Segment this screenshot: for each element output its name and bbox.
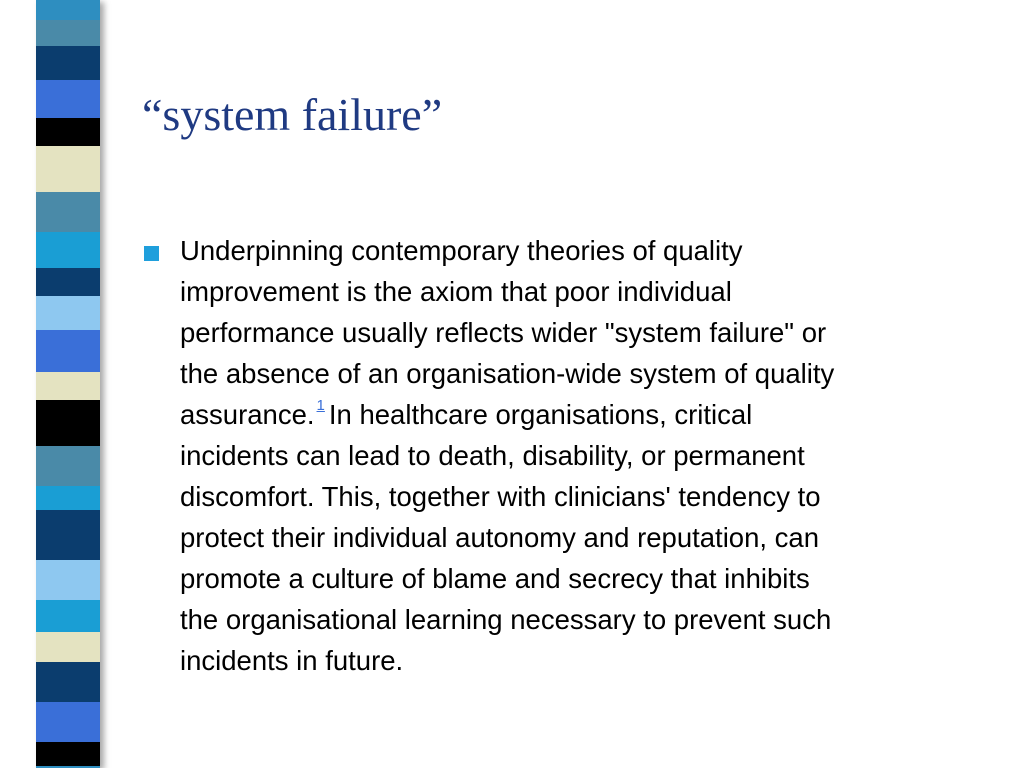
bullet-line: the organisational learning necessary to prevent such xyxy=(180,604,832,635)
color-stripe xyxy=(36,80,100,118)
color-stripe xyxy=(36,702,100,742)
color-stripe xyxy=(36,296,100,330)
bullet-line-segment: In healthcare organisations, critical xyxy=(328,399,753,430)
color-stripe xyxy=(36,486,100,510)
bullet-line: the absence of an organisation-wide system of quality xyxy=(180,358,835,389)
color-stripe xyxy=(36,0,100,20)
color-stripe xyxy=(36,400,100,446)
color-stripe xyxy=(36,662,100,702)
color-stripe xyxy=(36,510,100,560)
bullet-line-with-footnote xyxy=(180,394,1002,435)
color-stripe xyxy=(36,146,100,192)
color-stripe xyxy=(36,268,100,296)
decorative-side-strip xyxy=(36,0,100,768)
color-stripe xyxy=(36,446,100,486)
bullet-line: improvement is the axiom that poor individual xyxy=(180,276,732,307)
bullet-line: Underpinning contemporary theories of quality xyxy=(180,235,743,266)
bullet-line: protect their individual autonomy and reputation, can xyxy=(180,522,820,553)
bullet-item xyxy=(142,230,1002,681)
color-stripe xyxy=(36,742,100,766)
bullet-line: incidents can lead to death, disability, or permanent xyxy=(180,440,805,471)
bullet-line: performance usually reflects wider "system failure" or xyxy=(180,317,827,348)
color-stripe xyxy=(36,192,100,232)
bullet-text xyxy=(180,230,1002,681)
color-stripe xyxy=(36,46,100,80)
color-stripe xyxy=(36,118,100,146)
bullet-line: incidents in future. xyxy=(180,645,404,676)
color-stripe xyxy=(36,560,100,600)
color-stripe xyxy=(36,600,100,632)
square-bullet-icon xyxy=(144,246,159,261)
color-stripe xyxy=(36,372,100,400)
bullet-line: discomfort. This, together with clinicians' tendency to xyxy=(180,481,821,512)
bullet-line: promote a culture of blame and secrecy that inhibits xyxy=(180,563,810,594)
color-stripe xyxy=(36,330,100,372)
bullet-line-segment: assurance. xyxy=(180,399,315,430)
slide-title: “system failure” xyxy=(142,89,443,140)
color-stripe xyxy=(36,20,100,46)
footnote-link[interactable]: 1 xyxy=(316,397,325,414)
color-stripe xyxy=(36,632,100,662)
color-stripe xyxy=(36,232,100,268)
slide-content xyxy=(142,230,1002,681)
